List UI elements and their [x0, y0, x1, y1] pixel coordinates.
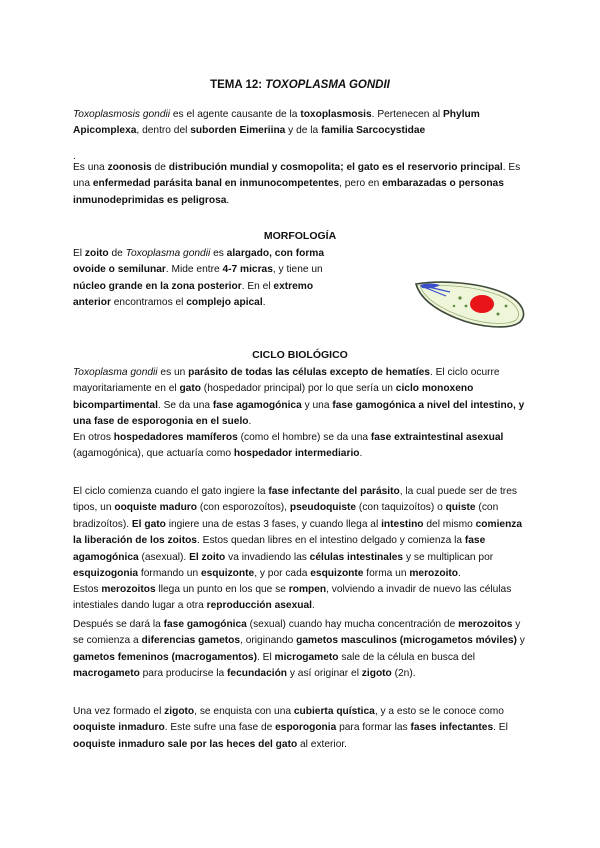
bold-text: hospedadores mamíferos — [113, 432, 238, 443]
text-run: En otros — [73, 432, 114, 443]
text-run: formando un — [138, 568, 201, 580]
stray-dot: . — [73, 151, 76, 162]
bold-text: reproducción asexual — [206, 600, 312, 612]
text-run: (sexual) cuando hay mucha concentración de — [246, 619, 459, 630]
bold-text: zigoto — [164, 706, 195, 717]
bold-text: fase gamogónica — [163, 619, 247, 630]
ciclo-paragraph-4 — [73, 582, 533, 615]
bold-text: esquizonte — [310, 568, 364, 580]
nucleus-icon — [470, 295, 494, 313]
text-run: . Se da una — [157, 399, 213, 411]
bold-text: hospedador intermediario — [233, 448, 360, 460]
bold-text: fecundación — [227, 668, 288, 680]
text-run: al exterior. — [297, 738, 348, 750]
text-run: , y por cada — [254, 568, 311, 580]
text-run: , originando — [240, 635, 297, 647]
bold-text: merozoito — [409, 568, 459, 580]
text-run: de — [151, 162, 169, 173]
zoite-body — [416, 282, 524, 327]
bold-text: parásito de todas las células excepto de hematíes — [188, 367, 430, 378]
text-run: va invadiendo las — [225, 551, 310, 563]
bold-text: esporogonia — [275, 722, 337, 734]
text-run: llega un punto en los que se — [155, 584, 289, 595]
bold-text: suborden Eimeriina — [190, 125, 286, 137]
text-run: . — [359, 448, 363, 460]
text-run: El ciclo comienza cuando el gato ingiere la — [73, 486, 269, 497]
text-run: . Es una — [73, 162, 521, 190]
granule — [505, 305, 508, 308]
text-run: . — [458, 568, 461, 580]
granule — [458, 296, 461, 299]
text-run: (agamogónica), que actuaría como — [73, 448, 234, 460]
text-run: y se comienza a — [73, 619, 521, 647]
italic-text: Toxoplasma gondii — [73, 367, 158, 378]
text-run: . — [262, 297, 266, 309]
text-run: (como el hombre) se da una — [237, 432, 371, 443]
bold-text: fase extraintestinal asexual — [370, 432, 504, 443]
text-run: y se multiplican por — [403, 551, 494, 563]
text-run: forma un — [363, 568, 410, 580]
bold-text: fase agamogónica — [73, 535, 486, 563]
bold-text: ooquiste inmaduro — [73, 722, 165, 734]
text-run: del mismo — [423, 518, 476, 530]
bold-text: El gato — [131, 518, 166, 530]
bold-text: fase infectante del parásito — [268, 486, 400, 497]
bold-text: esquizogonia — [73, 568, 139, 580]
bold-text: 4-7 micras — [222, 264, 273, 276]
bold-text: células intestinales — [309, 551, 404, 563]
text-run: Una vez formado el — [73, 706, 165, 717]
text-run: . Pertenecen al — [371, 109, 444, 120]
text-run: es — [210, 248, 227, 259]
text-run: El — [73, 248, 85, 259]
bold-text: núcleo grande en la zona posterior — [73, 280, 242, 292]
ciclo-paragraph-2 — [73, 430, 533, 463]
text-run: y de la — [285, 125, 322, 137]
bold-text: merozoitos — [458, 619, 513, 630]
text-run: y así originar el — [287, 668, 362, 680]
page-title — [0, 79, 600, 91]
bold-text: ciclo monoxeno bicompartimental — [73, 383, 474, 411]
bold-text: Phylum Apicomplexa — [73, 109, 480, 137]
text-run: . En el — [241, 280, 274, 292]
bold-text: gametos femeninos (macrogamentos) — [73, 651, 257, 663]
text-run: Después se dará la — [73, 619, 164, 630]
bold-text: microgameto — [274, 651, 339, 663]
text-run: , volviendo a invadir de nuevo las células intestiales dando lugar a otra — [73, 584, 512, 612]
text-run: , pero en — [339, 178, 383, 190]
bold-text: familia Sarcocystidae — [321, 125, 426, 137]
bold-text: esquizonte — [200, 568, 255, 580]
text-run: y — [516, 635, 525, 647]
text-run: Estos — [73, 584, 102, 595]
text-run: sale de la célula en busca del — [338, 651, 476, 663]
morfologia-heading: MORFOLOGÍA — [263, 230, 337, 242]
ciclo-paragraph-6 — [73, 704, 533, 753]
bold-text: El zoito — [189, 551, 226, 563]
title-italic: TOXOPLASMA GONDII — [265, 79, 390, 91]
bold-text: zoonosis — [107, 162, 152, 173]
morfologia-paragraph — [73, 246, 353, 312]
text-run: , la cual puede ser de tres tipos, un — [73, 486, 517, 514]
text-run: es el agente causante de la — [170, 109, 301, 120]
text-run: (con bradizoítos). — [73, 502, 499, 530]
text-run: . Mide entre — [165, 264, 223, 276]
bold-text: gametos masculinos (microgametos móviles) — [296, 635, 517, 647]
text-run: (asexual). — [138, 551, 190, 563]
bold-text: cubierta quística — [293, 706, 375, 717]
text-run: (con esporozoítos), — [196, 502, 290, 514]
text-run: de — [108, 248, 126, 259]
bold-text: zoito — [84, 248, 109, 259]
text-run: para formar las — [336, 722, 411, 734]
text-run: para producirse la — [139, 668, 228, 680]
bold-text: toxoplasmosis — [300, 109, 372, 120]
bold-text: alargado, con forma ovoide o semilunar — [73, 248, 325, 276]
bold-text: complejo apical — [186, 297, 263, 309]
text-run: Es una — [73, 162, 108, 173]
bold-text: ooquiste maduro — [114, 502, 197, 514]
text-run: . El — [256, 651, 275, 663]
text-run: . — [311, 600, 315, 612]
bold-text: rompen — [288, 584, 327, 595]
bold-text: gato — [179, 383, 201, 395]
text-run: . El ciclo ocurre mayoritariamente en el — [73, 367, 500, 395]
text-run: (con taquizoítos) o — [356, 502, 446, 514]
granule — [453, 305, 455, 307]
text-run: (hospedador principal) por lo que sería un — [200, 383, 396, 395]
bold-text: fases infectantes — [410, 722, 494, 734]
bold-text: fase agamogónica — [212, 399, 302, 411]
italic-text: Toxoplasmosis gondii — [73, 109, 171, 120]
bold-text: quiste — [445, 502, 476, 514]
text-run: y una — [301, 399, 333, 411]
bold-text: diferencias gametos — [141, 635, 241, 647]
bold-text: extremo anterior — [73, 280, 314, 309]
granule — [497, 313, 500, 316]
ciclo-heading: CICLO BIOLÓGICO — [252, 349, 348, 361]
text-run: . El — [493, 722, 508, 734]
title-prefix: TEMA 12: — [210, 79, 266, 91]
text-run: encontramos el — [110, 297, 187, 309]
bold-text: macrogameto — [73, 668, 140, 680]
text-run: , se enquista con una — [194, 706, 294, 717]
bold-text: fase gamogónica a nivel del intestino, y una fase de esporogonia en el suelo — [73, 399, 525, 428]
text-run: , dentro del — [136, 125, 191, 137]
ciclo-paragraph-1 — [73, 365, 533, 431]
text-run: , y tiene un — [272, 264, 323, 276]
bold-text: zigoto — [361, 668, 392, 680]
text-run: . — [226, 194, 230, 206]
bold-text: ooquiste inmaduro sale por las heces del gato — [73, 738, 298, 750]
text-run: ingiere una de estas 3 fases, y cuando llega al — [165, 518, 382, 530]
italic-text: Toxoplasma gondii — [125, 248, 211, 259]
bold-text: comienza la liberación de los zoitos — [73, 518, 523, 547]
text-run: (2n). — [391, 668, 416, 680]
toxoplasma-zoite-illustration — [410, 276, 530, 332]
text-run: es un — [157, 367, 189, 378]
intro-paragraph-2 — [73, 160, 533, 209]
ciclo-paragraph-5 — [73, 617, 533, 683]
text-run: . Estos quedan libres en el intestino delgado y comienza la — [196, 535, 465, 547]
text-run: . Este sufre una fase de — [164, 722, 276, 734]
bold-text: embarazadas o personas inmunodeprimidas es peligrosa — [73, 178, 504, 206]
bold-text: merozoitos — [101, 584, 156, 595]
text-run: , y a esto se le conoce como — [374, 706, 504, 717]
bold-text: pseudoquiste — [289, 502, 357, 514]
bold-text: enfermedad parásita banal en inmunocompetentes — [92, 178, 340, 190]
ciclo-paragraph-3 — [73, 484, 533, 582]
granule — [465, 305, 468, 308]
intro-paragraph-1 — [73, 107, 533, 140]
bold-text: distribución mundial y cosmopolita; el gato es el reservorio principal — [168, 162, 503, 173]
text-run: . — [248, 416, 252, 428]
bold-text: intestino — [381, 518, 424, 530]
